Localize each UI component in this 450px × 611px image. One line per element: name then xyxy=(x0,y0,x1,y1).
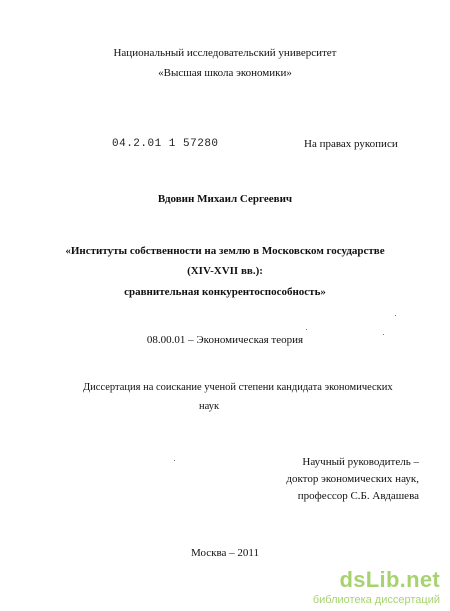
dissertation-title-line-1: «Институты собственности на землю в Московском государстве xyxy=(65,245,385,257)
supervisor-degree: доктор экономических наук, xyxy=(286,473,419,485)
university-name: Национальный исследовательский университет xyxy=(113,47,337,59)
university-subname: «Высшая школа экономики» xyxy=(158,67,292,79)
city-year: Москва – 2011 xyxy=(190,547,260,559)
dslib-watermark xyxy=(300,569,440,606)
supervisor-title: Научный руководитель – xyxy=(302,456,419,468)
dissertation-title-line-3: сравнительная конкурентоспособность» xyxy=(124,286,326,298)
specialty-code: 08.00.01 – Экономическая теория xyxy=(146,334,304,346)
scan-speck xyxy=(395,315,396,316)
scan-speck xyxy=(383,334,384,335)
library-stamp-number: 04.2.01 1 57280 xyxy=(112,138,219,150)
scan-speck xyxy=(174,460,175,461)
watermark-title: dsLib.net xyxy=(339,567,440,592)
supervisor-block xyxy=(277,454,419,505)
dissertation-title-line-2: (XIV-XVII вв.): xyxy=(187,265,263,277)
manuscript-rights-label: На правах рукописи xyxy=(304,138,398,150)
supervisor-name: профессор С.Б. Авдашева xyxy=(297,490,419,502)
scan-speck xyxy=(306,329,307,330)
degree-description-line-2: наук xyxy=(199,401,220,412)
author-name: Вдовин Михаил Сергеевич xyxy=(157,193,293,205)
watermark-subtitle: библиотека диссертаций xyxy=(312,594,440,606)
degree-description-line-1: Диссертация на соискание ученой степени кандидата экономических xyxy=(83,382,393,393)
